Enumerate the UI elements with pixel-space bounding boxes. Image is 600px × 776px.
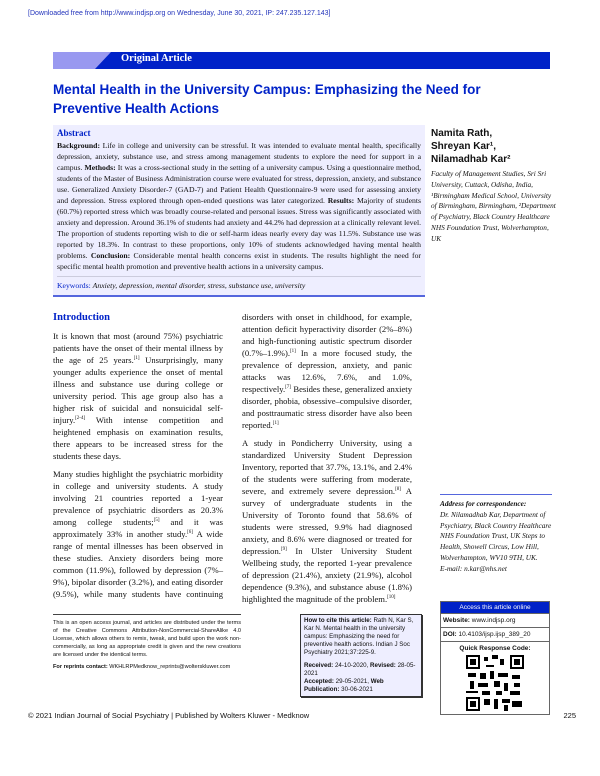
- article-type-banner: [53, 52, 550, 69]
- article-title: Mental Health in the University Campus: Emphasizing the Need for Preventive Health Actions: [53, 82, 481, 116]
- author: Shreyan Kar¹,: [431, 141, 497, 152]
- affiliations: Faculty of Management Studies, Sri Sri University, Cuttack, Odisha, India, ¹Birmingham Medical School, University of Birmingham, Birmingham, ²Department of Psychiatry, Black Country Healthcare NHS Foundation Trust, Wolverhampton, UK: [431, 169, 556, 243]
- paragraph: A study in Pondicherry University, using a standardized University Student Depression Inventory, reported that 37.7%, 13.1%, and 2.4% of the students were suffering from moderate, severe, and extremely severe depression.[8] A survey of undergraduate students in the University of Toronto found that 58.6% of students were stressed, 9.9% had diagnosed anxiety, and 8.6% were diagnosed or treated for depression.[9] In Ulster University Student Wellbeing study, the reported 1-year prevalence of depression (21.4%), anxiety (21.9%), alcohol dependence (9.3%), and substance abuse (1.8%) highlighted the magnitude of the problem.[10]: [242, 438, 412, 604]
- access-box: [440, 601, 550, 715]
- abstract-box: [53, 125, 425, 297]
- bottom-notes: [53, 614, 425, 698]
- article-type: Original Article: [121, 53, 192, 64]
- citation-box: How to cite this article: Rath N, Kar S, Kar N. Mental health in the university campus: Emphasizing the need for preventive health actions. Indian J Soc Psychiatry 2021;37:225-9. Received: 24-10-2020, Revised: 28-05-2021 Accepted: 29-05-2021, Web Publication: 30-06-2021: [300, 614, 422, 698]
- authors: [431, 127, 556, 245]
- abstract-heading: Abstract: [57, 128, 91, 138]
- download-note: [Downloaded free from http://www.indjsp.org on Wednesday, June 30, 2021, IP: 247.235.127.143]: [28, 10, 331, 17]
- license-note: This is an open access journal, and articles are distributed under the terms of the Creative Commons Attribution-NonCommercial-ShareAlike 4.0 License, which allows others to remix, tweak, and build upon the work non-commercially, as long as appropriate credit is given and the new creations are licensed under the identical terms. For reprints contact: WKHLRPMedknow_reprints@wolterskluwer.com: [53, 614, 241, 671]
- email-link[interactable]: E-mail: n.kar@nhs.net: [440, 563, 507, 573]
- access-header: Access this article online: [441, 602, 549, 613]
- page-number: 225: [563, 711, 576, 721]
- doi-row[interactable]: DOI: 10.4103/ijsp.ijsp_389_20: [441, 627, 549, 641]
- footer-copyright: © 2021 Indian Journal of Social Psychiatry | Published by Wolters Kluwer - Medknow: [28, 711, 310, 721]
- website-row[interactable]: Website: www.indjsp.org: [441, 613, 549, 627]
- qr-code-icon: [441, 655, 549, 714]
- author: Nilamadhab Kar²: [431, 154, 511, 165]
- author: Namita Rath,: [431, 128, 493, 139]
- body-columns: [53, 311, 412, 606]
- qr-label: Quick Response Code:: [441, 641, 549, 655]
- paragraph: It is known that most (around 75%) psychiatric patients have the onset of their mental illness by the age of 25 years.[1] Unsurprisingly, many younger adults experience the onset of mental illness and substance use during college or university period. This age group also has a higher risk of suicidal and nonsuicidal self-injury.[2-4] With intense competition and heightened emphasis on examination results, there appears to be increased stress for the students these days.: [53, 331, 223, 461]
- paragraph: Many studies highlight the psychiatric morbidity in college and university students. A study involving 21 countries reported a 1-year prevalence of psychiatric disorders as 20.3% among college students;[5] and it was approximately 33% in another study.[6] A wide range of mental illnesses has been observed in these studies. Anxiety disorders being more common (11.9%), followed by depression (7%–9%), bipolar disorder (3.2%), and eating disorder (9.5%), while many students have continuing disorders with onset in childhood, for example, attention deficit hyperactivity disorder (2%–8%) and high-functioning autistic spectrum disorder (0.7%–1.9%).[1] In a more focused study, the prevalence of depression, anxiety, and panic attacks was 12.6%, 7.6%, and 1.0%, respectively.[7] Besides these, generalized anxiety disorder, phobia, obsessive–compulsive disorder, and posttraumatic stress disorder have also been reported.[1]: [53, 312, 412, 599]
- abstract-text: Background: Life in college and university can be stressful. It was intended to evaluate mental health, specifically depression, anxiety, substance use, and stress among management students to explore the need for support in a campus. Methods: It was a cross-sectional study in the setting of a university campus. Using a questionnaire method, students of the Master of Business Administration course were evaluated for stress, depression, anxiety, and substance use. Generalized Anxiety Disorder-7 (GAD-7) and Patient Health Questionnaire-9 were used for assessing anxiety and depression. Stress explored through open-ended questions was later categorized. Results: Majority of students (60.7%) reported stress which was broadly course-related and personal issues. Stress was significantly associated with anxiety and depression. Around 36.1% of students had anxiety and 44.2% had depression at a clinically relevant level. The proportion of students reporting wish to die or self-harm ideas nearly every day was 11.5%. Substance use was reported by 18.3%. In contrast to these proportions, only 10% of students acknowledged having mental health problems. Conclusion: Considerable mental health concerns exist in students. The results highlight the need for specific mental health promotion and preventive health actions in a university campus.: [57, 141, 421, 271]
- correspondence: Address for correspondence: Dr. Nilamadhab Kar, Department of Psychiatry, Black Country Healthcare NHS Foundation Trust, UK Steps to Health, Showell Circus, Low Hill, Wolverhampton, WV10 9TH, UK. E-mail: n.kar@nhs.net: [440, 494, 552, 575]
- introduction-heading: Introduction: [53, 312, 110, 323]
- keywords: Keywords: Anxiety, depression, mental disorder, stress, substance use, university: [57, 276, 421, 291]
